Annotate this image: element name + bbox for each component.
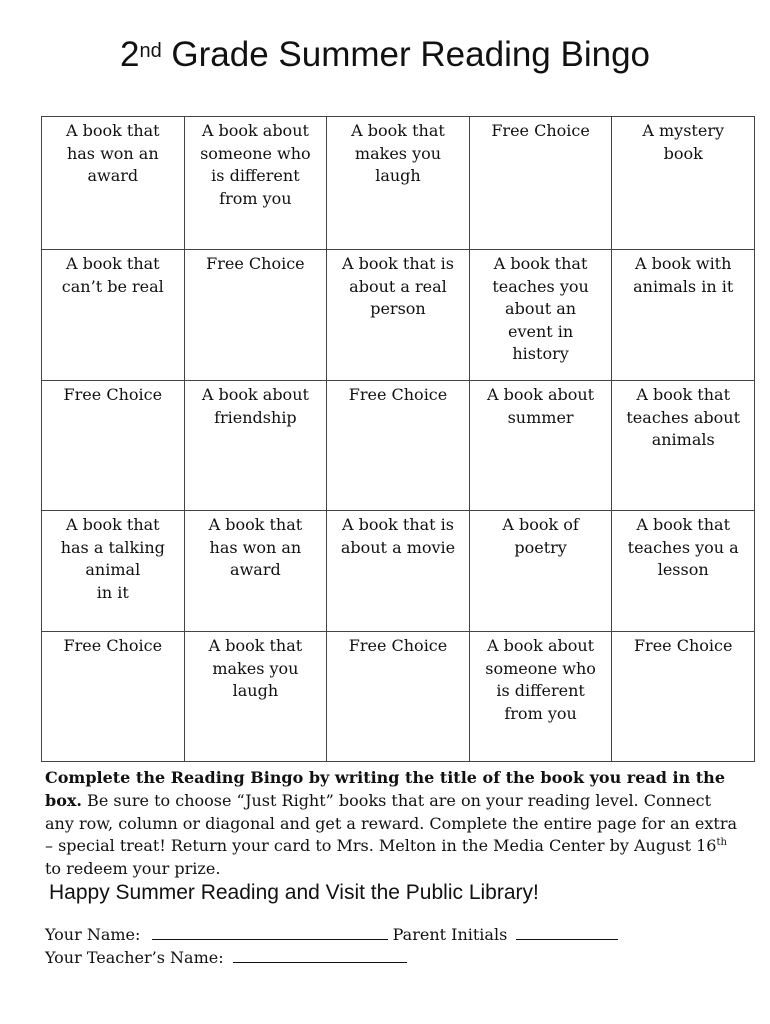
your-name-label: Your Name: (45, 925, 141, 944)
parent-initials-blank[interactable] (516, 925, 618, 940)
bingo-cell (42, 250, 185, 381)
bingo-cell-text: Free Choice (63, 636, 163, 655)
bingo-cell-text: Free Choice (206, 254, 305, 273)
bingo-cell-text: A book of poetry (502, 515, 579, 557)
bingo-cell (612, 117, 755, 250)
bingo-cell-text: A mystery book (642, 121, 725, 163)
bingo-cell-text: A book that can’t be real (61, 254, 164, 296)
bingo-cell-text: A book that has a talking animal in it (60, 515, 165, 602)
teacher-line-row (45, 947, 618, 970)
instructions-body: Be sure to choose “Just Right” books that are on your reading level. Connect any row, column or diagonal and get a reward. Complete the entire page for an extra – special treat! Return your card to Mrs. Melton in the Media Center by August 16 (45, 790, 737, 856)
bingo-cell (469, 381, 612, 511)
bingo-cell-text: A book with animals in it (633, 254, 734, 296)
bingo-row (42, 632, 755, 762)
bingo-cell (327, 117, 470, 250)
bingo-cell-text: A book about summer (487, 385, 595, 427)
signature-fields (45, 924, 618, 969)
bingo-row (42, 511, 755, 632)
bingo-row (42, 250, 755, 381)
bingo-cell (327, 250, 470, 381)
bingo-cell (612, 381, 755, 511)
bingo-cell (42, 632, 185, 762)
bingo-cell-text: Free Choice (491, 121, 590, 140)
bingo-cell (612, 511, 755, 632)
closing-message: Happy Summer Reading and Visit the Public Library! (49, 881, 539, 904)
instructions-paragraph (45, 767, 745, 881)
bingo-cell (184, 632, 327, 762)
bingo-cell-text: A book that teaches you about an event in history (492, 254, 589, 363)
bingo-cell-text: Free Choice (348, 385, 448, 404)
bingo-cell (469, 117, 612, 250)
bingo-cell-text: A book about friendship (201, 385, 309, 427)
parent-initials-label: Parent Initials (392, 925, 508, 944)
instructions-ending: to redeem your prize. (45, 859, 221, 879)
bingo-cell-text: A book that has won an award (208, 515, 303, 579)
your-name-blank[interactable] (152, 925, 388, 940)
teacher-name-blank[interactable] (233, 948, 407, 963)
bingo-cell (184, 250, 327, 381)
bingo-cell (469, 511, 612, 632)
bingo-cell (42, 511, 185, 632)
title-ordinal-suffix: nd (139, 40, 162, 62)
bingo-cell (612, 632, 755, 762)
bingo-cell-text: A book that teaches you a lesson (627, 515, 739, 579)
bingo-cell-text: A book that makes you laugh (208, 636, 303, 700)
bingo-cell-text: Free Choice (348, 636, 448, 655)
bingo-cell-text: Free Choice (633, 636, 733, 655)
bingo-cell-text: A book that makes you laugh (351, 121, 445, 185)
bingo-cell (327, 511, 470, 632)
bingo-grid (41, 116, 755, 762)
bingo-cell-text: A book that is about a movie (340, 515, 456, 557)
bingo-cell (42, 117, 185, 250)
name-line-row (45, 924, 618, 947)
bingo-cell (469, 632, 612, 762)
bingo-cell-text: A book about someone who is different from you (200, 121, 311, 208)
bingo-cell-text: A book that is about a real person (341, 254, 454, 318)
bingo-cell (42, 381, 185, 511)
bingo-cell (184, 511, 327, 632)
bingo-row (42, 117, 755, 250)
bingo-cell (469, 250, 612, 381)
title-text: Grade Summer Reading Bingo (161, 35, 651, 74)
teacher-name-label: Your Teacher’s Name: (45, 947, 224, 967)
bingo-cell (327, 632, 470, 762)
bingo-row (42, 381, 755, 511)
bingo-cell (184, 117, 327, 250)
bingo-cell (612, 250, 755, 381)
bingo-cell (327, 381, 470, 511)
bingo-cell-text: Free Choice (63, 385, 163, 404)
bingo-cell-text: A book that has won an award (65, 121, 160, 185)
bingo-cell (184, 381, 327, 511)
bingo-cell-text: A book about someone who is different from you (485, 636, 596, 723)
title-grade-number: 2 (119, 35, 140, 74)
page-title (0, 33, 770, 77)
instructions-ordinal-suffix: th (716, 837, 727, 849)
instructions-bold-lead: Complete the Reading Bingo by writing the title of the book you read in the box. (45, 768, 725, 810)
bingo-cell-text: A book that teaches about animals (626, 385, 740, 449)
